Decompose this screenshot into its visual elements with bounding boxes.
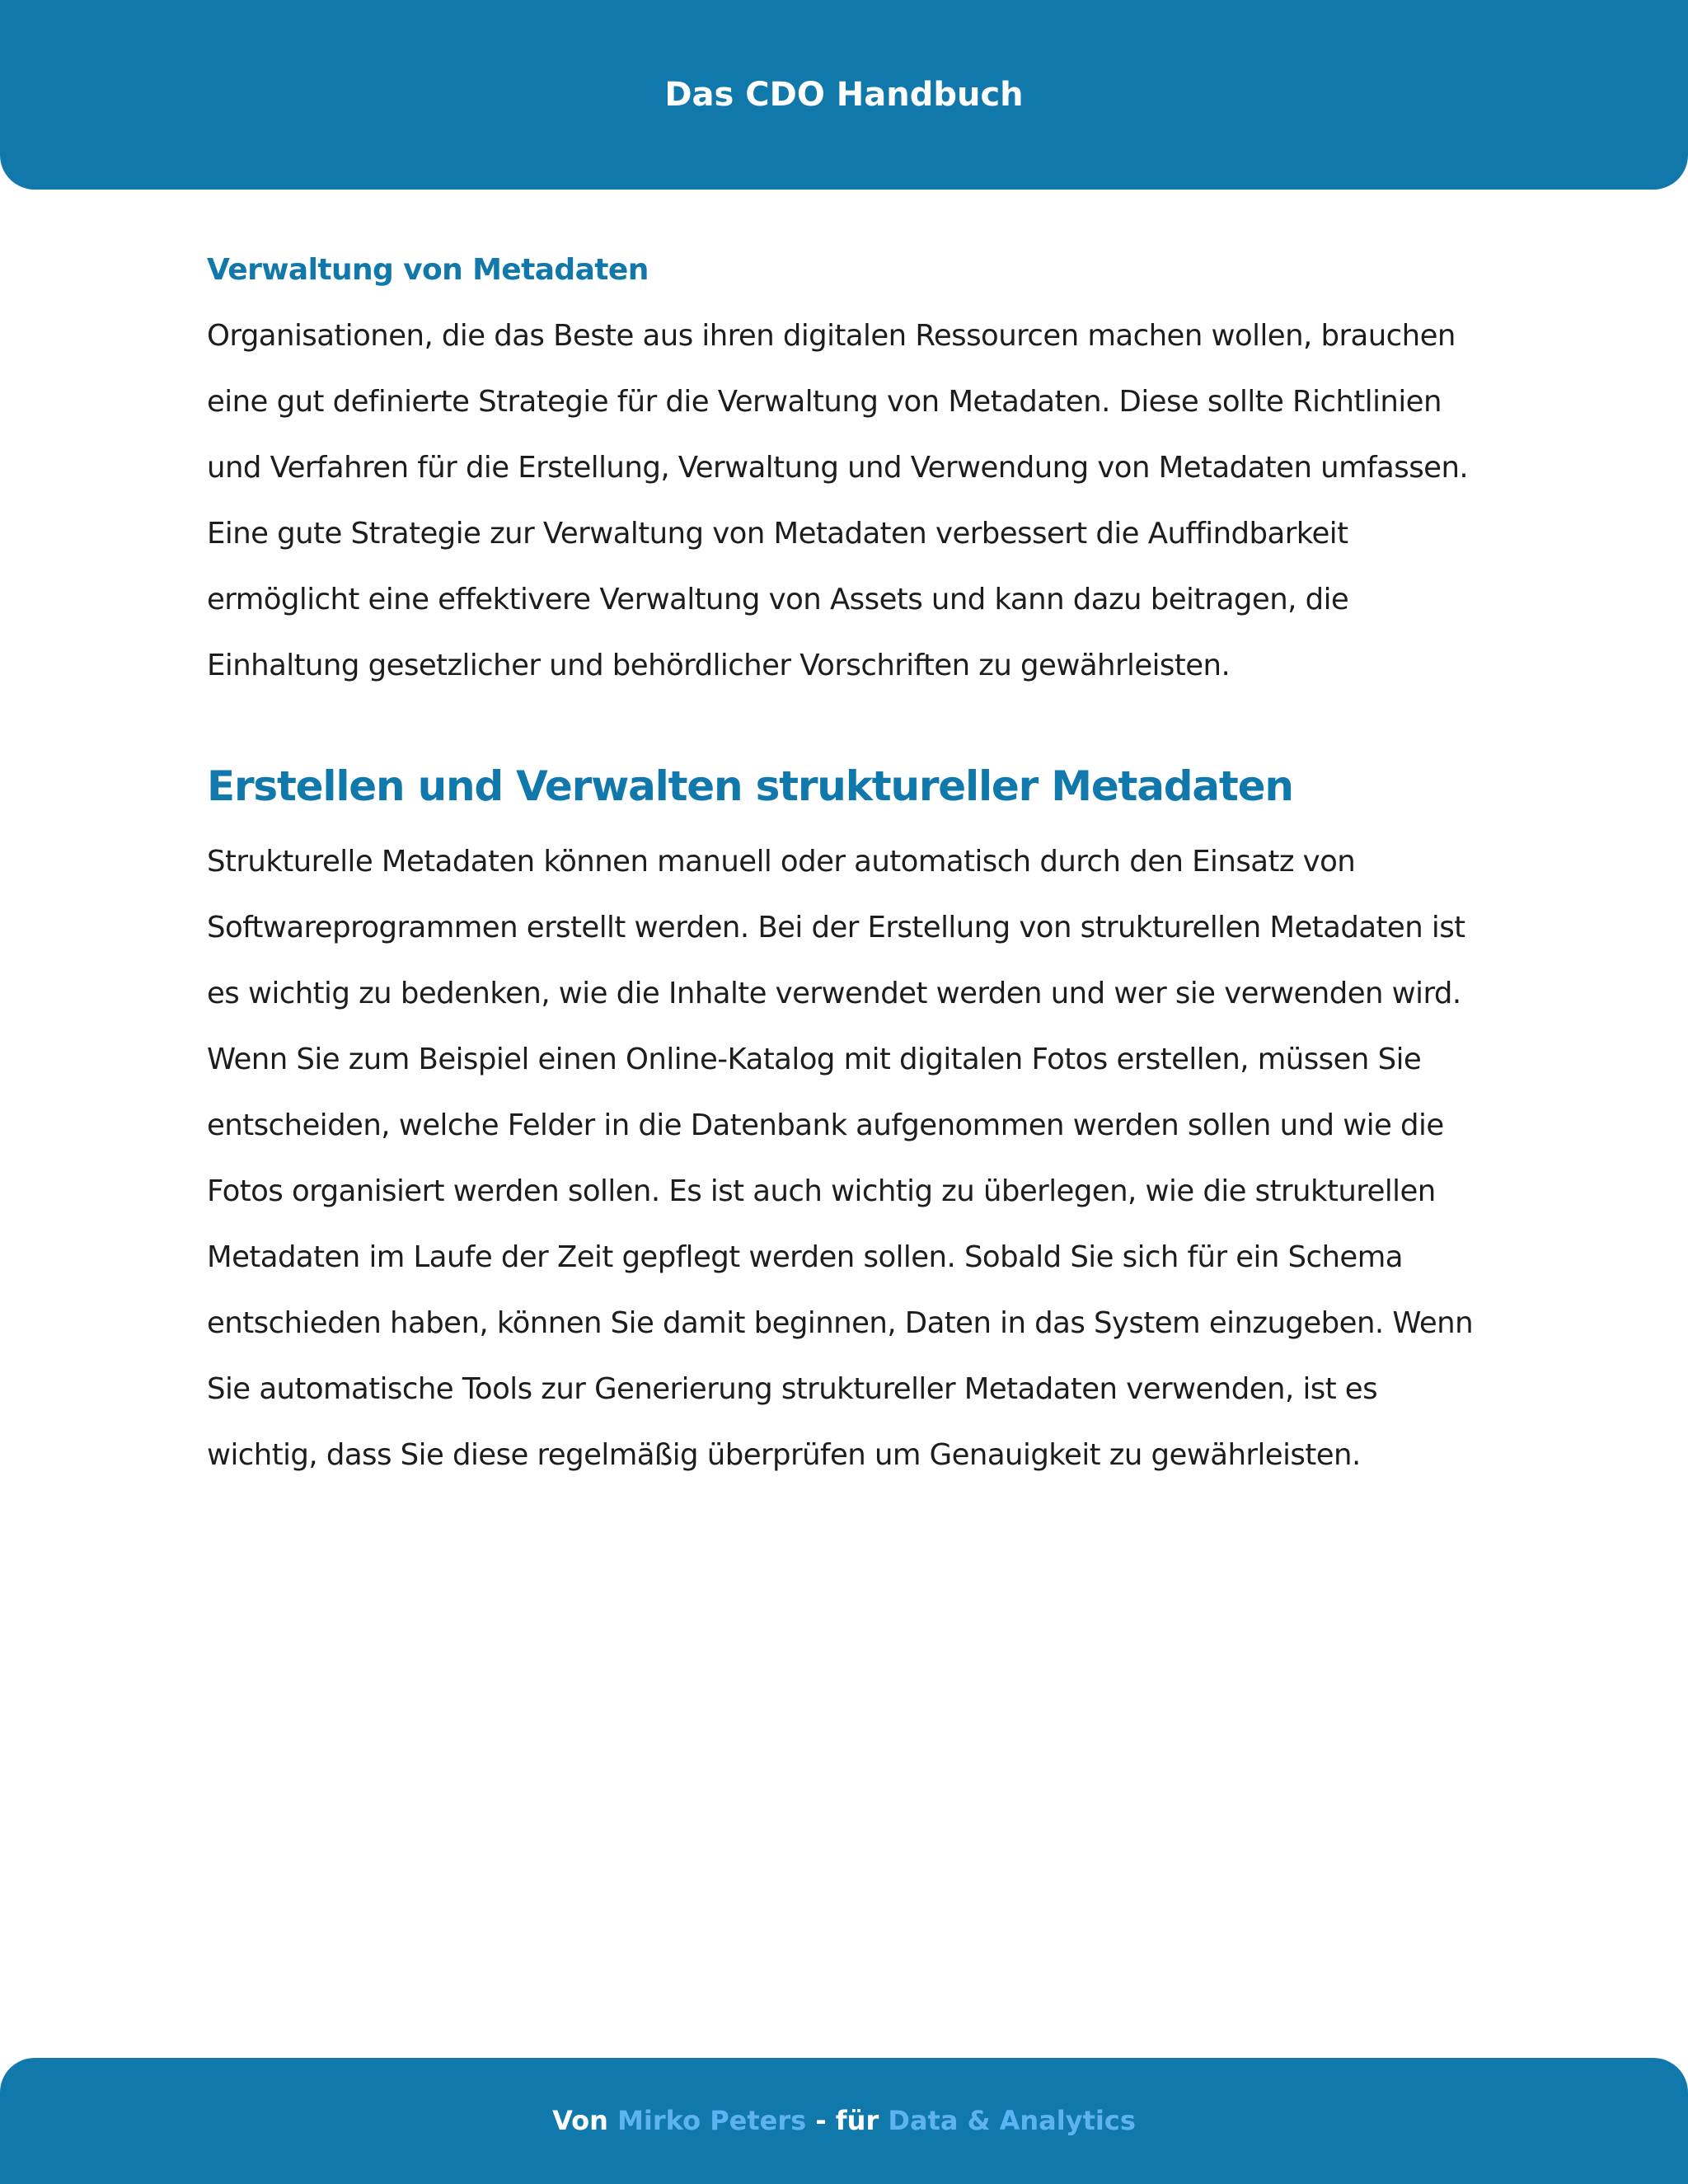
header-title: Das CDO Handbuch (664, 76, 1024, 114)
footer-prefix: Von (552, 2105, 618, 2136)
page-header (0, 0, 1688, 190)
section-heading-metadata-management: Verwaltung von Metadaten (207, 253, 649, 287)
paragraph-structural-metadata: Strukturelle Metadaten können manuell oder automatisch durch den Einsatz von Softwareprogrammen erstellt werden. Bei der Erstellung von strukturellen Metadaten ist es wichtig zu bedenken, wie die Inhalte verwendet werden und wer sie verwenden wird. Wenn Sie zum Beispiel einen Online-Katalog mit digitalen Fotos erstellen, müssen Sie entscheiden, welche Felder in die Datenbank aufgenommen werden sollen und wie die Fotos organisiert werden sollen. Es ist auch wichtig zu überlegen, wie die strukturellen Metadaten im Laufe der Zeit gepflegt werden sollen. Sobald Sie sich für ein Schema entschieden haben, können Sie damit beginnen, Daten in das System einzugeben. Wenn Sie automatische Tools zur Generierung struktureller Metadaten verwenden, ist es wichtig, dass Sie diese regelmäßig überprüfen um Genauigkeit zu gewährleisten. (207, 845, 1474, 1472)
footer-credit (0, 2101, 1688, 2140)
footer-separator: - für (806, 2105, 889, 2136)
footer-topic-link[interactable]: Data & Analytics (888, 2105, 1136, 2136)
paragraph-metadata-management: Organisationen, die das Beste aus ihren digitalen Ressourcen machen wollen, brauchen eine gut definierte Strategie für die Verwaltung von Metadaten. Diese sollte Richtlinien und Verfahren für die Erstellung, Verwaltung und Verwendung von Metadaten umfassen. Eine gute Strategie zur Verwaltung von Metadaten verbessert die Auffindbarkeit ermöglicht eine effektivere Verwaltung von Assets und kann dazu beitragen, die Einhaltung gesetzlicher und behördlicher Vorschriften zu gewährleisten. (207, 319, 1469, 682)
section-heading-structural-metadata: Erstellen und Verwalten struktureller Metadaten (207, 762, 1293, 810)
main-content (207, 246, 1493, 1488)
page-footer (0, 2058, 1688, 2184)
footer-author-link[interactable]: Mirko Peters (617, 2105, 807, 2136)
